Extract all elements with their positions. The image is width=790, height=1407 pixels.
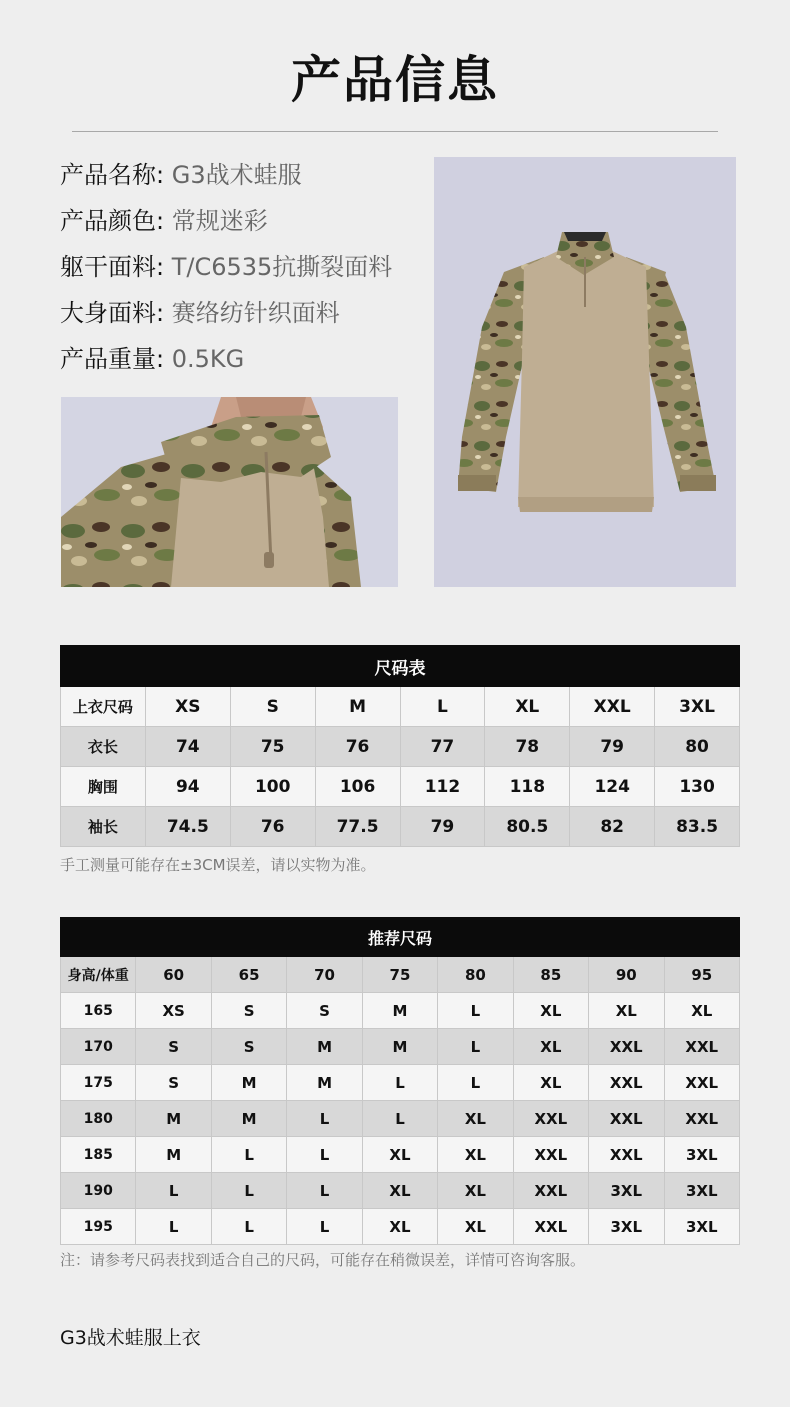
table-row: [61, 1209, 740, 1245]
table-cell: 身高/体重: [61, 957, 136, 993]
table-cell: M: [287, 1065, 362, 1101]
table-row: [61, 1101, 740, 1137]
table-cell: S: [230, 687, 315, 727]
table-cell: XXL: [570, 687, 655, 727]
table-cell: L: [362, 1101, 437, 1137]
table-row: [61, 807, 740, 847]
size-chart-caption: 尺码表: [61, 646, 740, 687]
product-main-photo: [434, 157, 736, 587]
table-cell: 70: [287, 957, 362, 993]
table-cell: 77: [400, 727, 485, 767]
page-title: 产品信息: [291, 51, 499, 109]
table-cell: L: [287, 1137, 362, 1173]
table-cell: XXL: [513, 1173, 588, 1209]
size-chart-table: [60, 645, 740, 847]
table-cell: XL: [513, 1029, 588, 1065]
table-cell: M: [136, 1137, 211, 1173]
table-cell: 90: [589, 957, 664, 993]
info-row-weight: [60, 336, 392, 382]
table-cell: S: [287, 993, 362, 1029]
table-cell: 95: [664, 957, 740, 993]
table-cell: 80.5: [485, 807, 570, 847]
table-cell: 130: [655, 767, 740, 807]
info-row-name: [60, 152, 392, 198]
table-cell: 170: [61, 1029, 136, 1065]
info-label: 产品名称:: [60, 161, 172, 189]
info-row-body-fabric: [60, 290, 392, 336]
table-cell: 袖长: [61, 807, 146, 847]
table-cell: 79: [400, 807, 485, 847]
table-cell: XXL: [513, 1101, 588, 1137]
info-row-torso-fabric: [60, 244, 392, 290]
info-label: 产品颜色:: [60, 207, 172, 235]
table-cell: 3XL: [589, 1173, 664, 1209]
table-row: [61, 957, 740, 993]
table-cell: 85: [513, 957, 588, 993]
table-cell: L: [438, 1029, 513, 1065]
table-cell: XXL: [664, 1065, 740, 1101]
table-row: [61, 1137, 740, 1173]
table-cell: 82: [570, 807, 655, 847]
table-cell: 78: [485, 727, 570, 767]
info-value: 0.5KG: [171, 345, 245, 373]
table-cell: M: [287, 1029, 362, 1065]
table-cell: S: [136, 1029, 211, 1065]
table-cell: 106: [315, 767, 400, 807]
table-cell: 165: [61, 993, 136, 1029]
table-cell: XXL: [664, 1101, 740, 1137]
table-cell: 衣长: [61, 727, 146, 767]
table-cell: L: [211, 1173, 286, 1209]
table-row: [61, 993, 740, 1029]
table-cell: XXL: [589, 1029, 664, 1065]
info-label: 躯干面料:: [60, 253, 172, 281]
table-cell: XXL: [589, 1101, 664, 1137]
table-cell: L: [287, 1101, 362, 1137]
table-cell: 180: [61, 1101, 136, 1137]
table-cell: XL: [513, 993, 588, 1029]
product-info-list: [60, 152, 392, 382]
title-divider: [72, 131, 718, 132]
table-cell: M: [211, 1065, 286, 1101]
table-cell: 3XL: [664, 1209, 740, 1245]
table-cell: L: [136, 1173, 211, 1209]
table-cell: 80: [655, 727, 740, 767]
table-cell: M: [136, 1101, 211, 1137]
table-cell: 74.5: [145, 807, 230, 847]
table-cell: 3XL: [664, 1137, 740, 1173]
collar-detail-photo: [61, 397, 398, 587]
table-cell: L: [287, 1173, 362, 1209]
table-cell: 83.5: [655, 807, 740, 847]
table-cell: L: [400, 687, 485, 727]
table-row: [61, 727, 740, 767]
table-cell: L: [287, 1209, 362, 1245]
table-cell: 94: [145, 767, 230, 807]
table-cell: XL: [438, 1173, 513, 1209]
table-cell: XL: [362, 1173, 437, 1209]
info-value: 常规迷彩: [171, 207, 268, 235]
table-cell: XS: [136, 993, 211, 1029]
table-cell: S: [136, 1065, 211, 1101]
table-cell: 76: [315, 727, 400, 767]
table-cell: M: [362, 1029, 437, 1065]
table-cell: XL: [485, 687, 570, 727]
table-row: [61, 687, 740, 727]
recommended-size-note: 注：请参考尺码表找到适合自己的尺码，可能存在稍微误差，详情可咨询客服。: [60, 1251, 586, 1269]
table-cell: M: [315, 687, 400, 727]
table-cell: M: [362, 993, 437, 1029]
info-value: T/C6535抗撕裂面料: [171, 253, 393, 281]
table-cell: XXL: [513, 1137, 588, 1173]
table-cell: XXL: [513, 1209, 588, 1245]
table-cell: 80: [438, 957, 513, 993]
table-cell: XL: [438, 1101, 513, 1137]
table-cell: XXL: [664, 1029, 740, 1065]
table-cell: 3XL: [589, 1209, 664, 1245]
table-cell: XL: [362, 1137, 437, 1173]
info-label: 大身面料:: [60, 299, 172, 327]
table-cell: XL: [438, 1209, 513, 1245]
table-cell: L: [362, 1065, 437, 1101]
table-cell: 3XL: [655, 687, 740, 727]
table-cell: 175: [61, 1065, 136, 1101]
table-cell: S: [211, 993, 286, 1029]
table-cell: 195: [61, 1209, 136, 1245]
table-cell: L: [438, 1065, 513, 1101]
table-cell: L: [136, 1209, 211, 1245]
product-name-footer: G3战术蛙服上衣: [60, 1327, 201, 1349]
table-cell: 100: [230, 767, 315, 807]
table-cell: 上衣尺码: [61, 687, 146, 727]
table-cell: XS: [145, 687, 230, 727]
info-value: 赛络纺针织面料: [171, 299, 340, 327]
table-cell: 76: [230, 807, 315, 847]
info-value: G3战术蛙服: [171, 161, 302, 189]
table-cell: 185: [61, 1137, 136, 1173]
table-cell: 124: [570, 767, 655, 807]
table-cell: M: [211, 1101, 286, 1137]
table-cell: 胸围: [61, 767, 146, 807]
table-cell: XL: [589, 993, 664, 1029]
table-cell: 118: [485, 767, 570, 807]
table-row: [61, 1065, 740, 1101]
table-cell: XXL: [589, 1137, 664, 1173]
table-cell: 112: [400, 767, 485, 807]
info-row-color: [60, 198, 392, 244]
table-cell: XL: [362, 1209, 437, 1245]
info-label: 产品重量:: [60, 345, 172, 373]
table-cell: 79: [570, 727, 655, 767]
table-cell: 190: [61, 1173, 136, 1209]
table-row: [61, 1029, 740, 1065]
table-cell: XL: [438, 1137, 513, 1173]
table-cell: 74: [145, 727, 230, 767]
table-cell: L: [211, 1209, 286, 1245]
table-cell: L: [211, 1137, 286, 1173]
table-cell: 3XL: [664, 1173, 740, 1209]
table-cell: XL: [664, 993, 740, 1029]
table-cell: XL: [513, 1065, 588, 1101]
table-cell: 60: [136, 957, 211, 993]
size-chart-note: 手工测量可能存在±3CM误差，请以实物为准。: [60, 856, 376, 874]
table-row: [61, 767, 740, 807]
table-cell: L: [438, 993, 513, 1029]
table-cell: 75: [362, 957, 437, 993]
table-cell: 75: [230, 727, 315, 767]
table-cell: S: [211, 1029, 286, 1065]
table-cell: 65: [211, 957, 286, 993]
table-cell: XXL: [589, 1065, 664, 1101]
table-cell: 77.5: [315, 807, 400, 847]
recommended-size-caption: 推荐尺码: [61, 918, 740, 957]
recommended-size-table: [60, 917, 740, 1245]
table-row: [61, 1173, 740, 1209]
